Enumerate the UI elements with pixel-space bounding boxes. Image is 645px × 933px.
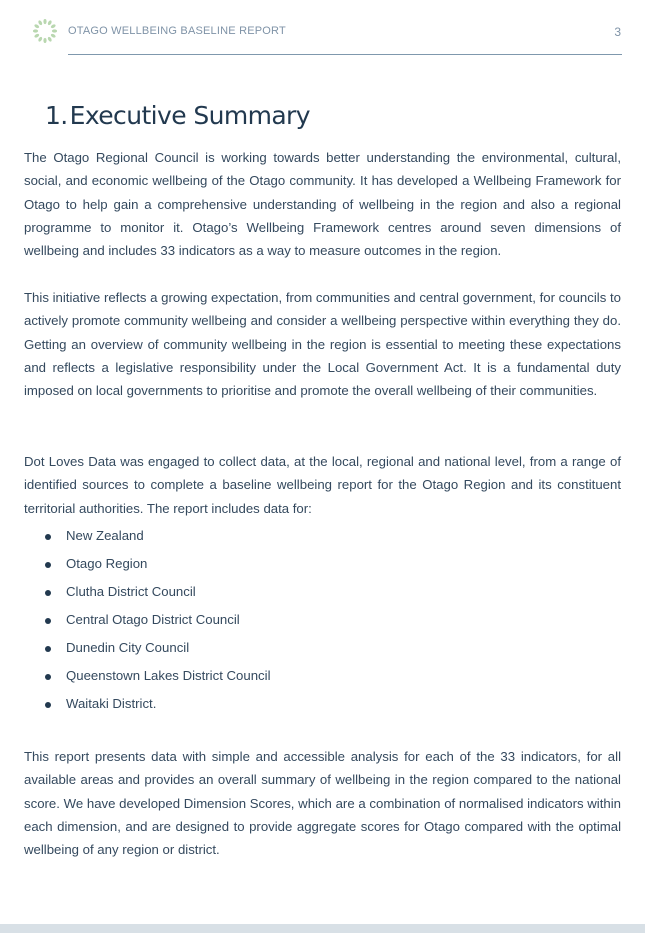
paragraph-engagement: Dot Loves Data was engaged to collect data, at the local, regional and national level, from a range of identified sources to complete a baseline wellbeing report for the Otago Region and its constituent territorial authorities. The report includes data for: <box>24 454 621 516</box>
report-title: OTAGO WELLBEING BASELINE REPORT <box>68 25 286 37</box>
bullet-dot-icon <box>45 534 51 540</box>
bullet-dot-icon <box>45 646 51 652</box>
page-number: 3 <box>614 25 621 39</box>
list-item-label: Waitaki District. <box>66 696 157 711</box>
list-item-label: Otago Region <box>66 556 148 571</box>
section-number: 1. <box>45 101 68 130</box>
footer-band <box>0 924 645 933</box>
list-item-label: Clutha District Council <box>66 584 196 599</box>
list-item-label: New Zealand <box>66 528 144 543</box>
page-header <box>0 0 645 60</box>
header-divider <box>68 54 622 55</box>
bullet-dot-icon <box>45 618 51 624</box>
section-heading <box>45 101 310 130</box>
list-item-label: Queenstown Lakes District Council <box>66 668 271 683</box>
paragraph-intro: The Otago Regional Council is working towards better understanding the environmental, cultural, social, and economic wellbeing of the Otago community. It has developed a Wellbeing Framework for Otago to help gain a comprehensive understanding of wellbeing in the region and also a regional programme to monitor it. Otago’s Wellbeing Framework centres around seven dimensions of wellbeing and includes 33 indicators as a way to measure outcomes in the region. <box>24 150 621 259</box>
list-item-label: Central Otago District Council <box>66 612 240 627</box>
bullet-dot-icon <box>45 674 51 680</box>
paragraph-initiative: This initiative reflects a growing expectation, from communities and central government, for councils to actively promote community wellbeing and consider a wellbeing perspective within everything they do. Getting an overview of community wellbeing in the region is essential to meeting these expectations and reflects a legislative responsibility under the Local Government Act. It is a fundamental duty imposed on local governments to prioritise and promote the overall wellbeing of their communities. <box>24 290 621 399</box>
bullet-dot-icon <box>45 562 51 568</box>
bullet-dot-icon <box>45 702 51 708</box>
otago-leaf-ring-logo-icon <box>33 19 57 43</box>
section-title: Executive Summary <box>69 101 310 130</box>
bullet-dot-icon <box>45 590 51 596</box>
list-item-label: Dunedin City Council <box>66 640 190 655</box>
paragraph-summary: This report presents data with simple and accessible analysis for each of the 33 indicators, for all available areas and provides an overall summary of wellbeing in the region compared to the national score. We have developed Dimension Scores, which are a combination of normalised indicators within each dimension, and are designed to provide aggregate scores for Otago compared with the optimal wellbeing of any region or district. <box>24 749 621 858</box>
